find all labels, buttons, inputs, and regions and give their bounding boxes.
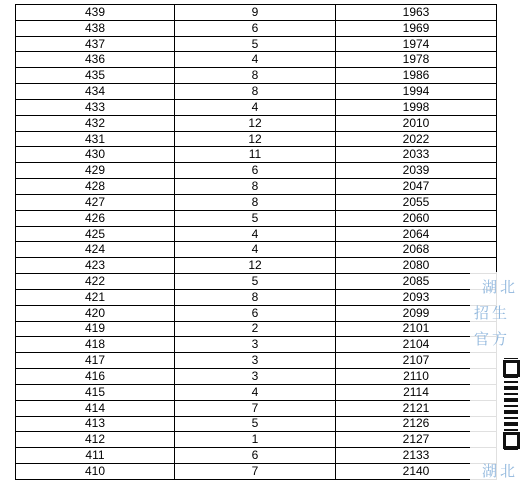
table-row xyxy=(16,194,497,210)
table-cell: 2085 xyxy=(336,274,497,290)
table-cell: 414 xyxy=(16,400,175,416)
table-row xyxy=(16,353,497,369)
table-row xyxy=(16,5,497,21)
table-cell: 2140 xyxy=(336,464,497,480)
table-cell: 415 xyxy=(16,384,175,400)
table-cell: 1969 xyxy=(336,20,497,36)
table-row xyxy=(16,131,497,147)
table-cell: 2126 xyxy=(336,416,497,432)
table-row xyxy=(16,384,497,400)
table-cell: 438 xyxy=(16,20,175,36)
table-cell: 2093 xyxy=(336,289,497,305)
watermark-text-3: 官方 xyxy=(474,330,511,348)
table-cell: 6 xyxy=(175,305,336,321)
watermark-overlay xyxy=(470,272,519,480)
table-cell: 6 xyxy=(175,163,336,179)
table-cell: 4 xyxy=(175,99,336,115)
table-row xyxy=(16,210,497,226)
table-row xyxy=(16,52,497,68)
table-row xyxy=(16,464,497,480)
table-cell: 435 xyxy=(16,68,175,84)
table-cell: 2101 xyxy=(336,321,497,337)
table-cell: 422 xyxy=(16,274,175,290)
table-cell: 1963 xyxy=(336,5,497,21)
table-cell: 421 xyxy=(16,289,175,305)
table-row xyxy=(16,258,497,274)
table-cell: 1998 xyxy=(336,99,497,115)
table-cell: 5 xyxy=(175,210,336,226)
table-cell: 5 xyxy=(175,416,336,432)
table-cell: 3 xyxy=(175,337,336,353)
watermark-text-4: 湖北 xyxy=(482,462,519,480)
table-cell: 2114 xyxy=(336,384,497,400)
table-cell: 2010 xyxy=(336,115,497,131)
table-cell: 2039 xyxy=(336,163,497,179)
table-cell: 8 xyxy=(175,68,336,84)
table-cell: 419 xyxy=(16,321,175,337)
table-cell: 426 xyxy=(16,210,175,226)
table-cell: 2104 xyxy=(336,337,497,353)
table-cell: 8 xyxy=(175,179,336,195)
table-cell: 2060 xyxy=(336,210,497,226)
table-cell: 9 xyxy=(175,5,336,21)
table-cell: 2127 xyxy=(336,432,497,448)
table-cell: 433 xyxy=(16,99,175,115)
table-row xyxy=(16,179,497,195)
table-row xyxy=(16,115,497,131)
table-cell: 8 xyxy=(175,84,336,100)
table-row xyxy=(16,305,497,321)
table-cell: 4 xyxy=(175,226,336,242)
table-cell: 2047 xyxy=(336,179,497,195)
table-cell: 423 xyxy=(16,258,175,274)
table-cell: 3 xyxy=(175,353,336,369)
table-cell: 417 xyxy=(16,353,175,369)
table-row xyxy=(16,99,497,115)
table-row xyxy=(16,321,497,337)
table-row xyxy=(16,20,497,36)
table-cell: 427 xyxy=(16,194,175,210)
table-row xyxy=(16,84,497,100)
table-cell: 425 xyxy=(16,226,175,242)
table-cell: 410 xyxy=(16,464,175,480)
table-cell: 11 xyxy=(175,147,336,163)
table-cell: 2080 xyxy=(336,258,497,274)
table-cell: 7 xyxy=(175,400,336,416)
table-row xyxy=(16,242,497,258)
table-cell: 1978 xyxy=(336,52,497,68)
table-body xyxy=(16,5,497,480)
table-cell: 6 xyxy=(175,448,336,464)
table-cell: 1986 xyxy=(336,68,497,84)
table-row xyxy=(16,226,497,242)
table-row xyxy=(16,400,497,416)
table-cell: 12 xyxy=(175,131,336,147)
table-row xyxy=(16,337,497,353)
table-cell: 5 xyxy=(175,274,336,290)
table-cell: 428 xyxy=(16,179,175,195)
table-cell: 2022 xyxy=(336,131,497,147)
table-row xyxy=(16,289,497,305)
table-cell: 2033 xyxy=(336,147,497,163)
table-cell: 2064 xyxy=(336,226,497,242)
table-row xyxy=(16,274,497,290)
table-cell: 4 xyxy=(175,384,336,400)
table-cell: 1974 xyxy=(336,36,497,52)
table-cell: 4 xyxy=(175,242,336,258)
table-cell: 2055 xyxy=(336,194,497,210)
table-cell: 2121 xyxy=(336,400,497,416)
table-row xyxy=(16,36,497,52)
table-cell: 12 xyxy=(175,258,336,274)
table-cell: 434 xyxy=(16,84,175,100)
table-row xyxy=(16,147,497,163)
table-cell: 413 xyxy=(16,416,175,432)
table-cell: 411 xyxy=(16,448,175,464)
table-row xyxy=(16,68,497,84)
table-row xyxy=(16,416,497,432)
table-cell: 420 xyxy=(16,305,175,321)
table-cell: 429 xyxy=(16,163,175,179)
table-cell: 12 xyxy=(175,115,336,131)
table-cell: 3 xyxy=(175,369,336,385)
table-row xyxy=(16,448,497,464)
table-row xyxy=(16,163,497,179)
watermark-text-2: 招生 xyxy=(474,304,511,322)
table-cell: 416 xyxy=(16,369,175,385)
table-cell: 1994 xyxy=(336,84,497,100)
table-cell: 8 xyxy=(175,289,336,305)
watermark-text-1: 湖北 xyxy=(482,278,519,296)
table-cell: 412 xyxy=(16,432,175,448)
table-row xyxy=(16,432,497,448)
table-cell: 439 xyxy=(16,5,175,21)
table-cell: 2107 xyxy=(336,353,497,369)
table-cell: 5 xyxy=(175,36,336,52)
table-cell: 2133 xyxy=(336,448,497,464)
table-cell: 4 xyxy=(175,52,336,68)
table-cell: 2110 xyxy=(336,369,497,385)
table-cell: 424 xyxy=(16,242,175,258)
table-row xyxy=(16,369,497,385)
table-cell: 6 xyxy=(175,20,336,36)
qr-finder-icon xyxy=(503,360,520,377)
table-cell: 430 xyxy=(16,147,175,163)
table-cell: 2099 xyxy=(336,305,497,321)
table-cell: 431 xyxy=(16,131,175,147)
table-cell: 2 xyxy=(175,321,336,337)
table-cell: 418 xyxy=(16,337,175,353)
table-cell: 432 xyxy=(16,115,175,131)
table-cell: 1 xyxy=(175,432,336,448)
table-cell: 437 xyxy=(16,36,175,52)
table-cell: 8 xyxy=(175,194,336,210)
table-cell: 436 xyxy=(16,52,175,68)
table-cell: 2068 xyxy=(336,242,497,258)
qr-finder-icon xyxy=(503,432,520,449)
table-cell: 7 xyxy=(175,464,336,480)
score-table xyxy=(15,4,497,480)
